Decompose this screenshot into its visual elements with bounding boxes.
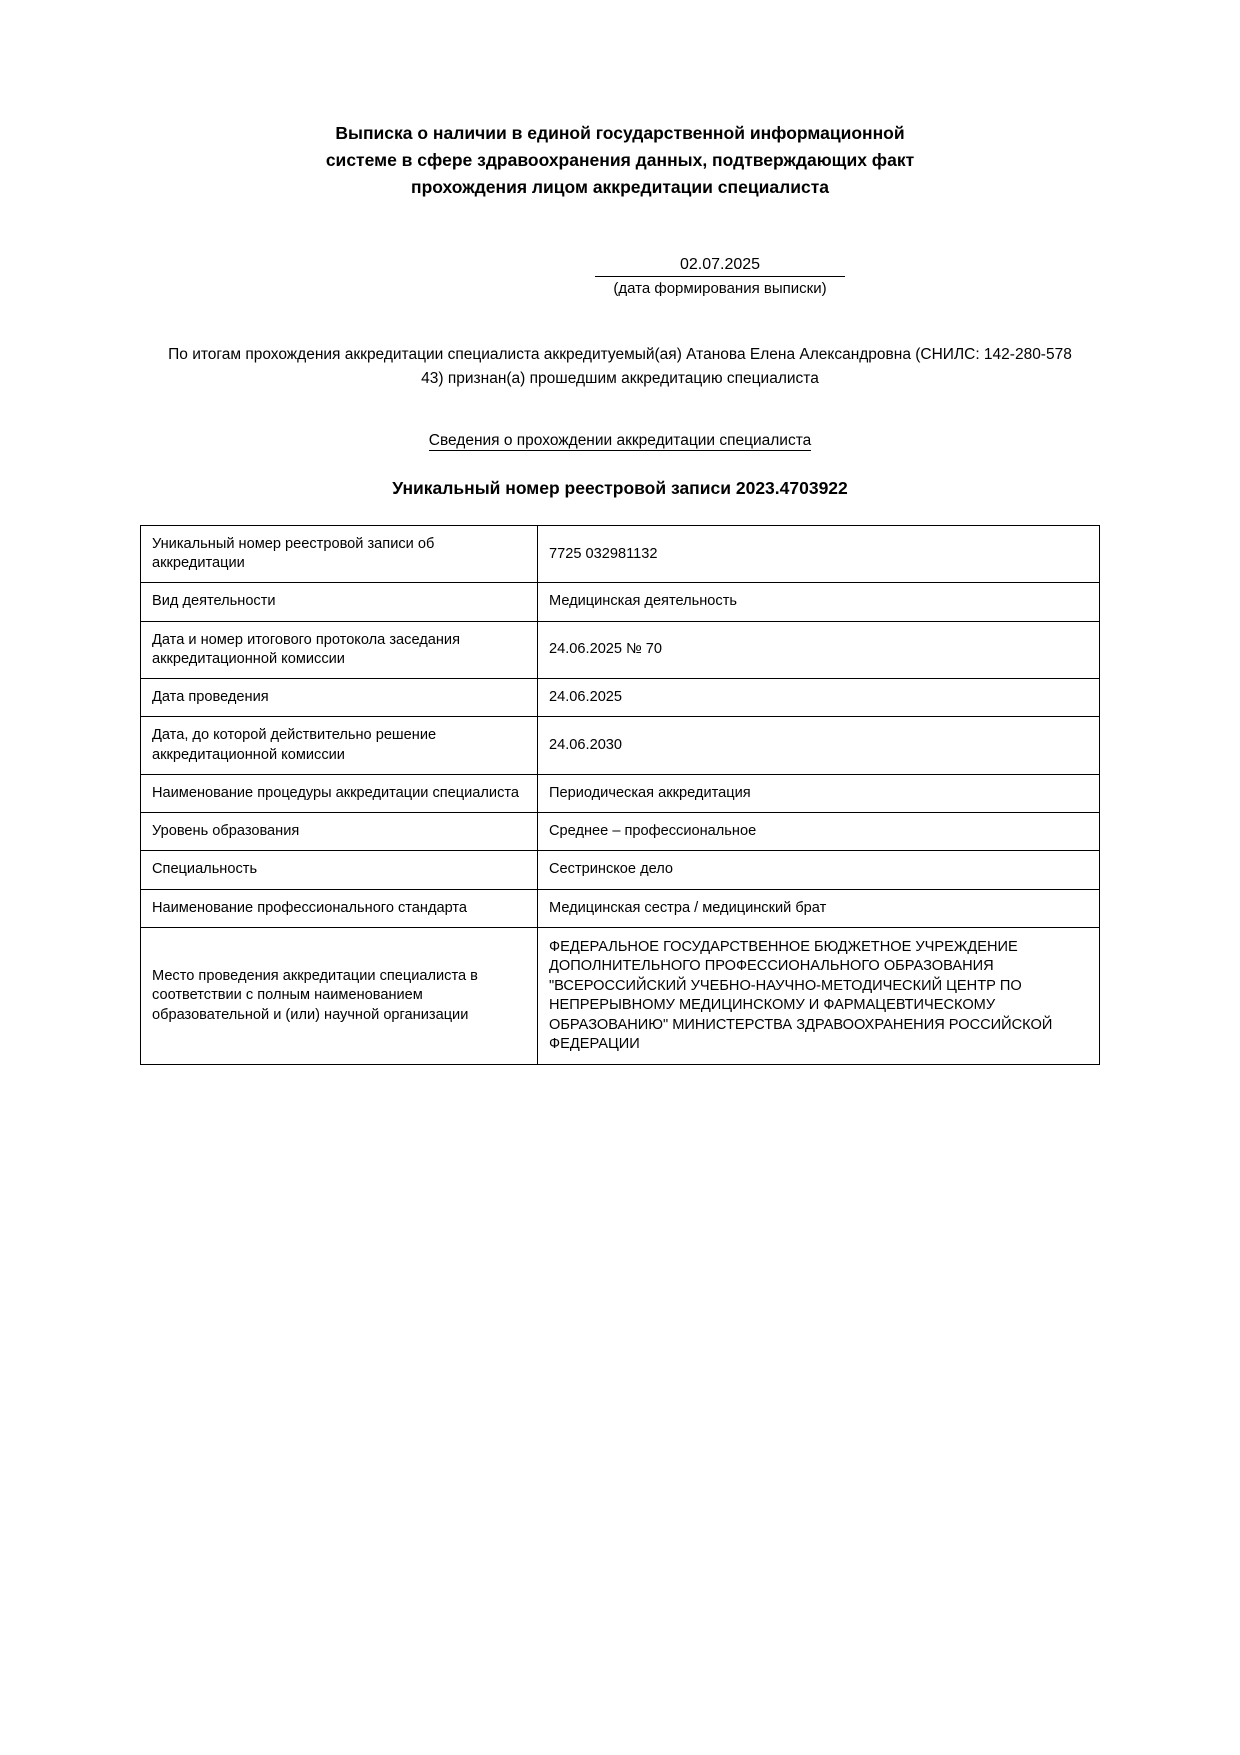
accreditation-details-table bbox=[140, 525, 1100, 1065]
issue-date-caption: (дата формирования выписки) bbox=[613, 280, 827, 298]
table-row bbox=[141, 717, 1100, 775]
table-row bbox=[141, 774, 1100, 812]
row-value: 24.06.2030 bbox=[538, 717, 1100, 775]
row-label: Вид деятельности bbox=[141, 583, 538, 621]
row-label: Уникальный номер реестровой записи об аккредитации bbox=[141, 525, 538, 583]
row-label: Дата проведения bbox=[141, 679, 538, 717]
row-label: Наименование процедуры аккредитации специалиста bbox=[141, 774, 538, 812]
row-value: Периодическая аккредитация bbox=[538, 774, 1100, 812]
row-label: Специальность bbox=[141, 851, 538, 889]
row-value: Медицинская сестра / медицинский брат bbox=[538, 889, 1100, 927]
section-heading-text: Сведения о прохождении аккредитации специалиста bbox=[428, 431, 812, 449]
table-row bbox=[141, 621, 1100, 679]
row-label: Дата и номер итогового протокола заседания аккредитационной комиссии bbox=[141, 621, 538, 679]
page-title-line-2: системе в сфере здравоохранения данных, подтверждающих факт bbox=[325, 150, 915, 171]
table-row bbox=[141, 927, 1100, 1064]
intro-paragraph: По итогам прохождения аккредитации специалиста аккредитуемый(ая) Атанова Елена Александровна (СНИЛС: 142-280-578 43) признан(а) прошедшим аккредитацию специалиста bbox=[168, 346, 1072, 387]
row-value: ФЕДЕРАЛЬНОЕ ГОСУДАРСТВЕННОЕ БЮДЖЕТНОЕ УЧРЕЖДЕНИЕ ДОПОЛНИТЕЛЬНОГО ПРОФЕССИОНАЛЬНОГО ОБРАЗОВАНИЯ "ВСЕРОССИЙСКИЙ УЧЕБНО-НАУЧНО-МЕТОДИЧЕСКИЙ ЦЕНТР ПО НЕПРЕРЫВНОМУ МЕДИЦИНСКОМУ И ФАРМАЦЕВТИЧЕСКОМУ ОБРАЗОВАНИЮ" МИНИСТЕРСТВА ЗДРАВООХРАНЕНИЯ РОССИЙСКОЙ ФЕДЕРАЦИИ bbox=[538, 927, 1100, 1064]
row-value: Медицинская деятельность bbox=[538, 583, 1100, 621]
table-row bbox=[141, 851, 1100, 889]
section-heading bbox=[140, 432, 1100, 450]
table-row bbox=[141, 889, 1100, 927]
table-row bbox=[141, 813, 1100, 851]
page-title bbox=[300, 120, 940, 201]
row-value: 7725 032981132 bbox=[538, 525, 1100, 583]
page-title-line-1: Выписка о наличии в единой государственной информационной bbox=[335, 123, 905, 143]
issue-date-block bbox=[140, 256, 1100, 297]
issue-date-value: 02.07.2025 bbox=[595, 256, 845, 277]
row-label: Место проведения аккредитации специалиста в соответствии с полным наименованием образовательной и (или) научной организации bbox=[141, 927, 538, 1064]
table-row bbox=[141, 583, 1100, 621]
record-number-heading: Уникальный номер реестровой записи 2023.4703922 bbox=[392, 477, 848, 498]
row-label: Наименование профессионального стандарта bbox=[141, 889, 538, 927]
row-label: Дата, до которой действительно решение аккредитационной комиссии bbox=[141, 717, 538, 775]
row-value: 24.06.2025 bbox=[538, 679, 1100, 717]
table-row bbox=[141, 679, 1100, 717]
row-value: Сестринское дело bbox=[538, 851, 1100, 889]
page-title-line-3: прохождения лицом аккредитации специалиста bbox=[411, 177, 829, 198]
row-label: Уровень образования bbox=[141, 813, 538, 851]
row-value: Среднее – профессиональное bbox=[538, 813, 1100, 851]
row-value: 24.06.2025 № 70 bbox=[538, 621, 1100, 679]
table-row bbox=[141, 525, 1100, 583]
